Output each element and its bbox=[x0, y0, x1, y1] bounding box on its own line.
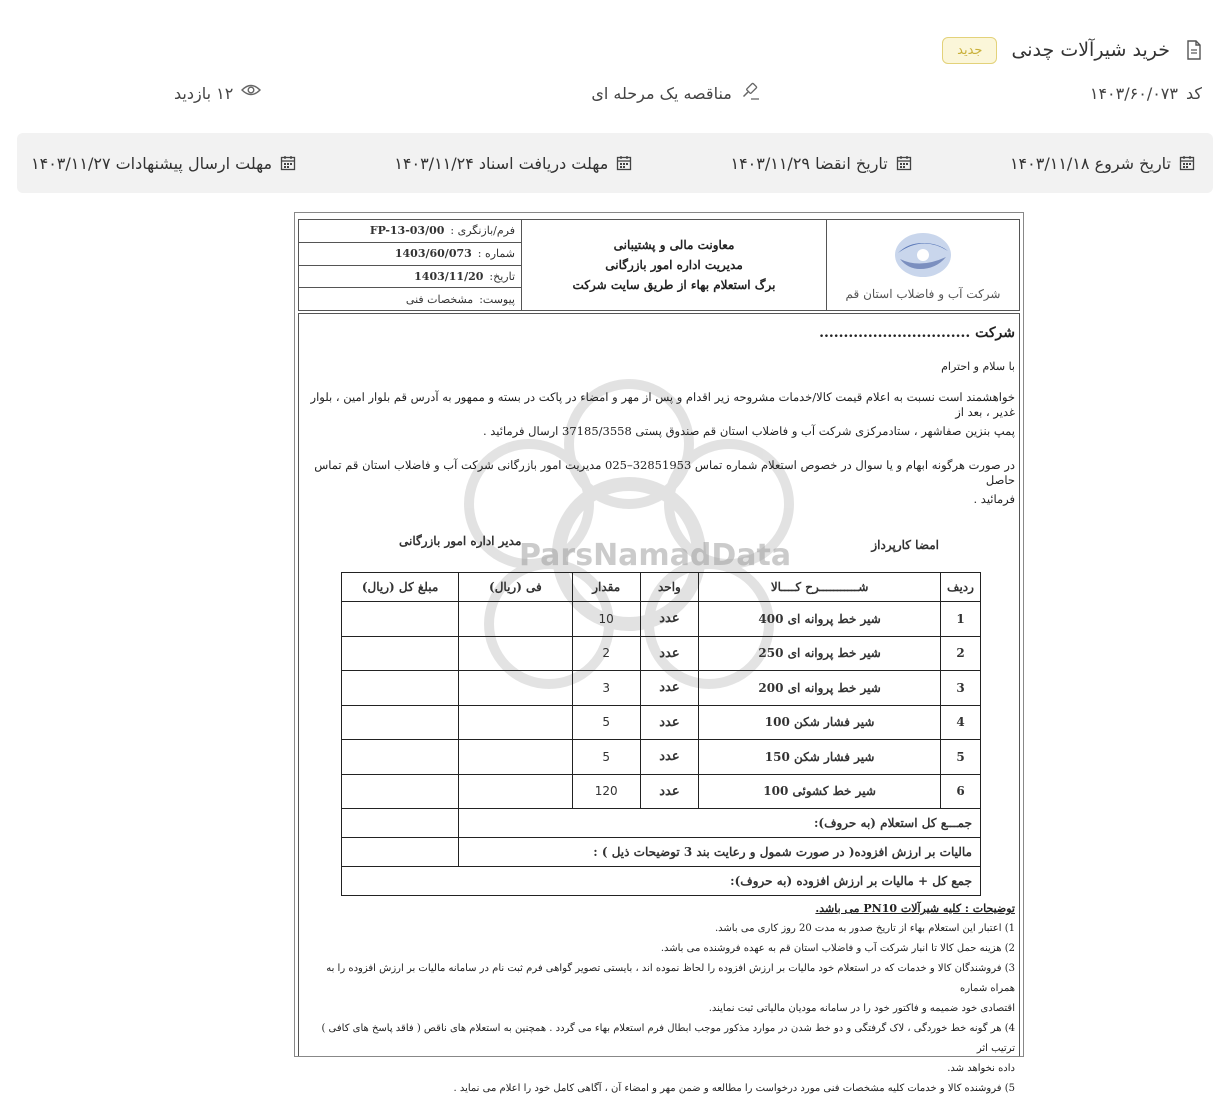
note-item: 4) هر گونه خط خوردگی ، لاک گرفتگی و دو خط شدن در موارد مذکور موجب ابطال فرم استعلام بهاء می گردد . همچنین به استعلام های ناقص ( فاقد پاسخ های کافی ) ترتیب اثر bbox=[321, 1023, 1015, 1054]
code-label: کد bbox=[1185, 83, 1202, 103]
form-row-revision bbox=[299, 220, 521, 243]
row-unit: عدد bbox=[640, 740, 699, 775]
calendar-icon bbox=[616, 155, 632, 171]
row-description: شیر خط پروانه ای 400 bbox=[699, 602, 941, 637]
tender-code bbox=[1090, 84, 1202, 103]
col-total: مبلغ کل (ریال) bbox=[342, 573, 459, 602]
expire-date-text: تاریخ انقضا ۱۴۰۳/۱۱/۲۹ bbox=[730, 153, 888, 173]
notes-section bbox=[303, 899, 1015, 1099]
buyer-signature-label: امضا کارپرداز bbox=[871, 538, 939, 552]
document-header bbox=[298, 219, 1020, 311]
row-index: 1 bbox=[941, 602, 981, 637]
row-total bbox=[342, 602, 459, 637]
water-logo-icon bbox=[890, 229, 956, 283]
row-unit-price bbox=[459, 774, 573, 809]
expire-date bbox=[730, 154, 911, 173]
table-row bbox=[342, 671, 981, 706]
row-index: 6 bbox=[941, 774, 981, 809]
note-item: اقتصادی خود ضمیمه و فاکتور خود را در سامانه مودیان مالیاتی ثبت نمایند. bbox=[708, 1003, 1015, 1014]
row-quantity: 5 bbox=[572, 740, 640, 775]
form-label: تاریخ: bbox=[489, 269, 515, 283]
row-total bbox=[342, 671, 459, 706]
form-info bbox=[299, 220, 521, 310]
row-total bbox=[342, 705, 459, 740]
table-row bbox=[342, 774, 981, 809]
row-unit: عدد bbox=[640, 705, 699, 740]
code-value: ۱۴۰۳/۶۰/۰۷۳ bbox=[1089, 83, 1178, 103]
manager-signature-label: مدیر اداره امور بازرگانی bbox=[399, 534, 522, 548]
note-item: 3) فروشندگان کالا و خدمات که در استعلام خود مالیات بر ارزش افزوده را لحاظ نموده اند ، بایستی تصویر گواهی فرم ثبت نام در سامانه مالیات بر ارزش افزوده را به همراه شماره bbox=[326, 963, 1015, 994]
row-unit-price bbox=[459, 705, 573, 740]
row-unit-price bbox=[459, 636, 573, 671]
sum-total-label: جمـــع کل استعلام (به حروف): bbox=[459, 809, 981, 838]
tender-type-label: مناقصه یک مرحله ای bbox=[591, 83, 732, 103]
document-body bbox=[298, 313, 1020, 1094]
paragraph-2-cont: فرمائید . bbox=[973, 492, 1015, 506]
form-value: 1403/11/20 bbox=[414, 269, 484, 283]
col-unit: واحد bbox=[640, 573, 699, 602]
greeting: با سلام و احترام bbox=[941, 360, 1015, 373]
dates-bar bbox=[17, 133, 1213, 193]
items-table bbox=[341, 572, 981, 896]
note-item: 1) اعتبار این استعلام بهاء از تاریخ صدور به مدت 20 روز کاری می باشد. bbox=[715, 923, 1015, 934]
row-description: شیر فشار شکن 150 bbox=[699, 740, 941, 775]
form-row-date bbox=[299, 266, 521, 289]
sum-row-total bbox=[342, 809, 981, 838]
table-row bbox=[342, 636, 981, 671]
calendar-icon bbox=[1179, 155, 1195, 171]
watermark-text: ParsNamadData bbox=[519, 538, 792, 573]
row-unit-price bbox=[459, 671, 573, 706]
paragraph-1-cont: پمپ بنزین صفاشهر ، ستادمرکزی شرکت آب و فاضلاب استان قم صندوق پستی 37185/3558 ارسال فرمائید . bbox=[482, 424, 1015, 438]
row-index: 5 bbox=[941, 740, 981, 775]
note-item: 2) هزینه حمل کالا تا انبار شرکت آب و فاضلاب استان قم به عهده فروشنده می باشد. bbox=[660, 943, 1015, 954]
form-value: مشخصات فنی bbox=[405, 292, 474, 306]
form-label: پیوست: bbox=[479, 292, 515, 306]
doc-deadline-text: مهلت دریافت اسناد ۱۴۰۳/۱۱/۲۴ bbox=[394, 153, 609, 173]
row-quantity: 120 bbox=[572, 774, 640, 809]
row-index: 3 bbox=[941, 671, 981, 706]
new-badge: جدید bbox=[942, 37, 997, 64]
row-quantity: 10 bbox=[572, 602, 640, 637]
dept-line-2: مدیریت اداره امور بازرگانی bbox=[605, 258, 743, 272]
paragraph-2: در صورت هرگونه ابهام و یا سوال در خصوص استعلام شماره تماس 32851953–025 مدیریت امور بازرگانی شرکت آب و فاضلاب استان قم تماس حاصل bbox=[314, 458, 1015, 487]
views-count: ۱۲ بازدید bbox=[174, 83, 234, 103]
notes-heading: توضیحات : کلیه شیرآلات PN10 می باشد. bbox=[815, 902, 1015, 915]
addressee-line: شرکت ............................... bbox=[819, 325, 1015, 341]
doc-deadline bbox=[394, 154, 632, 173]
start-date-text: تاریخ شروع ۱۴۰۳/۱۱/۱۸ bbox=[1009, 153, 1171, 173]
row-quantity: 2 bbox=[572, 636, 640, 671]
note-item: 5) فروشنده کالا و خدمات کلیه مشخصات فنی مورد درخواست را مطالعه و ضمن مهر و امضاء آن ، آگاهی کامل خود را اعلام می نماید . bbox=[453, 1083, 1015, 1094]
form-row-number bbox=[299, 243, 521, 266]
offer-deadline bbox=[31, 154, 296, 173]
row-unit-price bbox=[459, 740, 573, 775]
col-index: ردیف bbox=[941, 573, 981, 602]
table-row bbox=[342, 602, 981, 637]
calendar-icon bbox=[280, 155, 296, 171]
offer-deadline-text: مهلت ارسال پیشنهادات ۱۴۰۳/۱۱/۲۷ bbox=[31, 153, 273, 173]
tender-type bbox=[591, 83, 760, 103]
col-quantity: مقدار bbox=[572, 573, 640, 602]
row-quantity: 5 bbox=[572, 705, 640, 740]
company-logo-cell bbox=[826, 220, 1019, 310]
row-unit: عدد bbox=[640, 774, 699, 809]
calendar-icon bbox=[896, 155, 912, 171]
title-row bbox=[28, 34, 1202, 66]
dept-line-3: برگ استعلام بهاء از طریق سایت شرکت bbox=[572, 278, 776, 292]
views bbox=[174, 83, 261, 103]
row-unit: عدد bbox=[640, 602, 699, 637]
row-description: شیر فشار شکن 100 bbox=[699, 705, 941, 740]
document-icon bbox=[1184, 40, 1202, 60]
row-index: 4 bbox=[941, 705, 981, 740]
vat-label: مالیات بر ارزش افزوده( در صورت شمول و رعایت بند 3 توضیحات ذیل ) : bbox=[459, 838, 981, 867]
row-description: شیر خط پروانه ای 200 bbox=[699, 671, 941, 706]
row-unit: عدد bbox=[640, 636, 699, 671]
sum-row-vat bbox=[342, 838, 981, 867]
row-total bbox=[342, 636, 459, 671]
page-title: خرید شیرآلات چدنی bbox=[1011, 39, 1170, 61]
row-description: شیر خط کشوئی 100 bbox=[699, 774, 941, 809]
sum-total-value bbox=[342, 809, 459, 838]
form-value: 1403/60/073 bbox=[394, 247, 472, 261]
form-row-attachment bbox=[299, 288, 521, 310]
row-index: 2 bbox=[941, 636, 981, 671]
row-total bbox=[342, 740, 459, 775]
table-row bbox=[342, 705, 981, 740]
paragraph-1: خواهشمند است نسبت به اعلام قیمت کالا/خدمات مشروحه زیر اقدام و پس از مهر و امضاء در پاکت در بسته و ممهور به آدرس قم بلوار امین ، بلوار غدیر ، بعد از bbox=[310, 390, 1015, 419]
start-date bbox=[1010, 154, 1195, 173]
table-row bbox=[342, 740, 981, 775]
form-label: فرم/بازنگری : bbox=[450, 224, 515, 238]
col-unit-price: فی (ریال) bbox=[459, 573, 573, 602]
meta-row bbox=[174, 80, 1202, 106]
row-unit-price bbox=[459, 602, 573, 637]
company-name: شرکت آب و فاضلاب استان قم bbox=[845, 287, 1001, 301]
grand-total-label: جمع کل + مالیات بر ارزش افزوده (به حروف): bbox=[342, 867, 981, 896]
vat-value bbox=[342, 838, 459, 867]
row-total bbox=[342, 774, 459, 809]
row-quantity: 3 bbox=[572, 671, 640, 706]
note-item: داده نخواهد شد. bbox=[947, 1063, 1015, 1074]
form-label: شماره : bbox=[477, 247, 515, 261]
row-description: شیر خط پروانه ای 250 bbox=[699, 636, 941, 671]
form-value: FP-13-03/00 bbox=[369, 224, 445, 238]
inquiry-document-image[interactable] bbox=[294, 212, 1024, 1094]
col-description: شـــــــــــرح کــــالا bbox=[699, 573, 941, 602]
department-title bbox=[521, 220, 826, 310]
row-unit: عدد bbox=[640, 671, 699, 706]
dept-line-1: معاونت مالی و پشتیبانی bbox=[613, 238, 735, 252]
table-header-row bbox=[342, 573, 981, 602]
sum-row-grand bbox=[342, 867, 981, 896]
gavel-icon bbox=[740, 83, 760, 103]
eye-icon bbox=[241, 83, 261, 103]
